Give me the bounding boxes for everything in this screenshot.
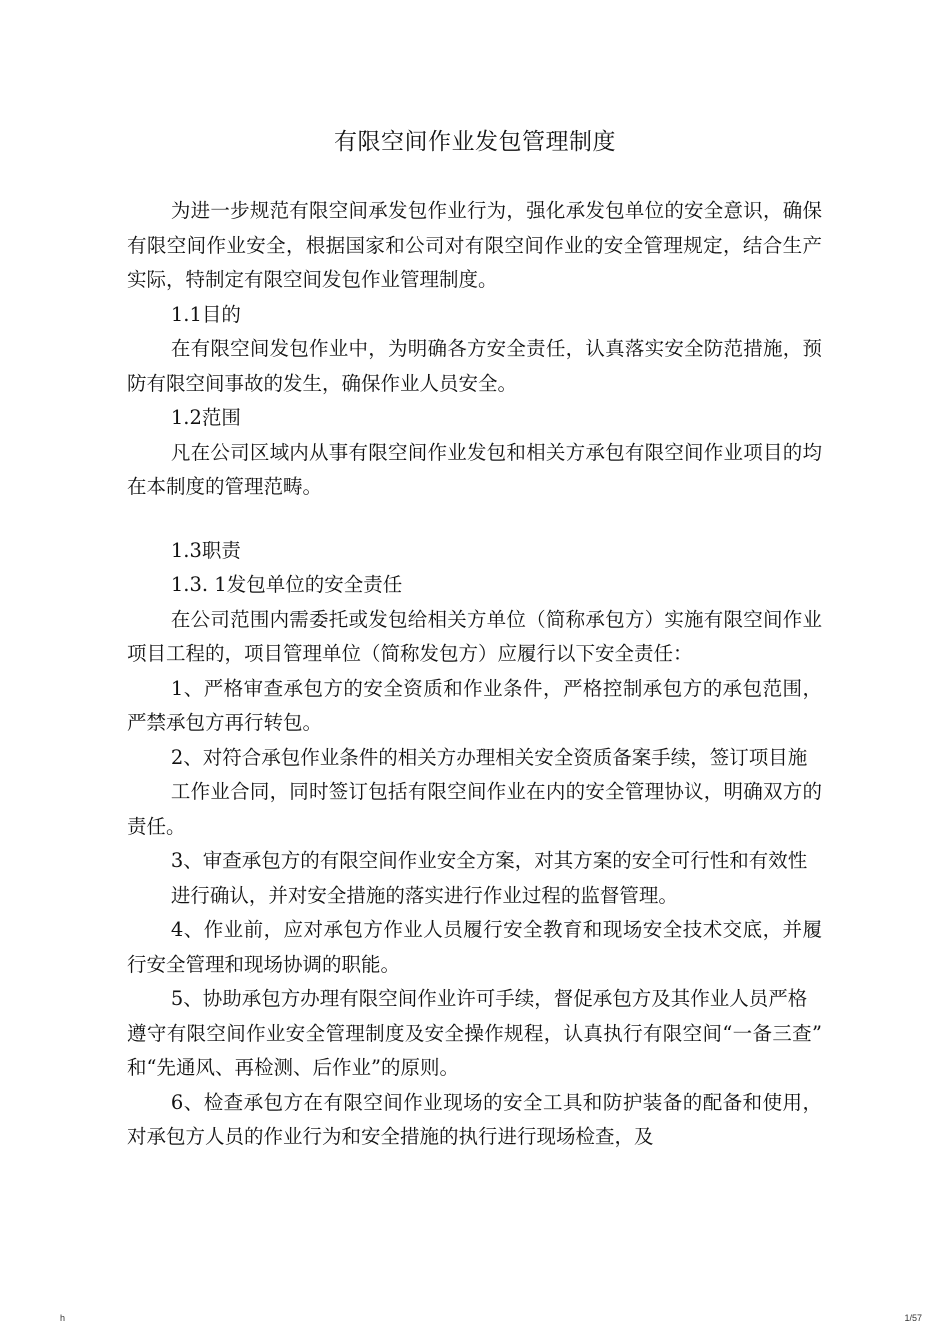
- scope-paragraph: 凡在公司区域内从事有限空间作业发包和相关方承包有限空间作业项目的均 在本制度的管理范畴。: [127, 440, 822, 498]
- section-heading-purpose: 1.1目的: [170, 302, 241, 326]
- intro-paragraph: 为进一步规范有限空间承发包作业行为，强化承发包单位的安全意识，确保有限空间作业安全，根据国家和公司对有限空间作业的安全管理规定，结合生产实际，特制定有限空间发包作业管理制度。: [127, 199, 822, 291]
- blank-line: [127, 505, 822, 534]
- list-item-3: 3、审查承包方的有限空间作业安全方案，对其方案的安全可行性和有效性: [170, 849, 808, 872]
- list-item-2: 2、对符合承包作业条件的相关方办理相关安全资质备案手续，签订项目施: [170, 745, 808, 769]
- list-item-2-continued: 工作业合同，同时签订包括有限空间作业在内的安全管理协议，明确双方的责任。: [127, 780, 822, 838]
- document-title: 有限空间作业发包管理制度: [334, 129, 616, 155]
- section-heading-duties: 1.3职责: [170, 538, 241, 562]
- list-item-5: 5、协助承包方办理有限空间作业许可手续，督促承包方及其作业人员严格: [170, 987, 808, 1010]
- list-item-4: 4、作业前，应对承包方作业人员履行安全教育和现场安全技术交底，并履 行安全管理和现场协调的职能。: [127, 918, 822, 976]
- list-item-1: 1、严格审查承包方的安全资质和作业条件，严格控制承包方的承包范围，严禁承包方再行转包。: [127, 676, 822, 734]
- purpose-paragraph: 在有限空间发包作业中，为明确各方安全责任，认真落实安全防范措施，预 防有限空间事故的发生，确保作业人员安全。: [127, 337, 822, 395]
- document-body: [127, 194, 822, 1155]
- list-item-3-continued: 进行确认，并对安全措施的落实进行作业过程的监督管理。: [170, 883, 678, 907]
- list-item-6: 6、检查承包方在有限空间作业现场的安全工具和防护装备的配备和使用，对承包方人员的作业行为和安全措施的执行进行现场检查，及: [127, 1090, 822, 1148]
- list-item-5-continued: 遵守有限空间作业安全管理制度及安全操作规程，认真执行有限空间“一备三查” 和“先通风、再检测、后作业”的原则。: [127, 1021, 822, 1079]
- section-heading-scope: 1.2范围: [170, 406, 241, 429]
- footer-left-text: h: [60, 1313, 66, 1323]
- duties-intro-paragraph: 在公司范围内需委托或发包给相关方单位（简称承包方）实施有限空间作业项目工程的，项目管理单位（简称发包方）应履行以下安全责任：: [127, 607, 822, 665]
- subsection-heading-employer: 1.3. 1发包单位的安全责任: [170, 573, 403, 596]
- page-number: 1/57: [904, 1313, 922, 1323]
